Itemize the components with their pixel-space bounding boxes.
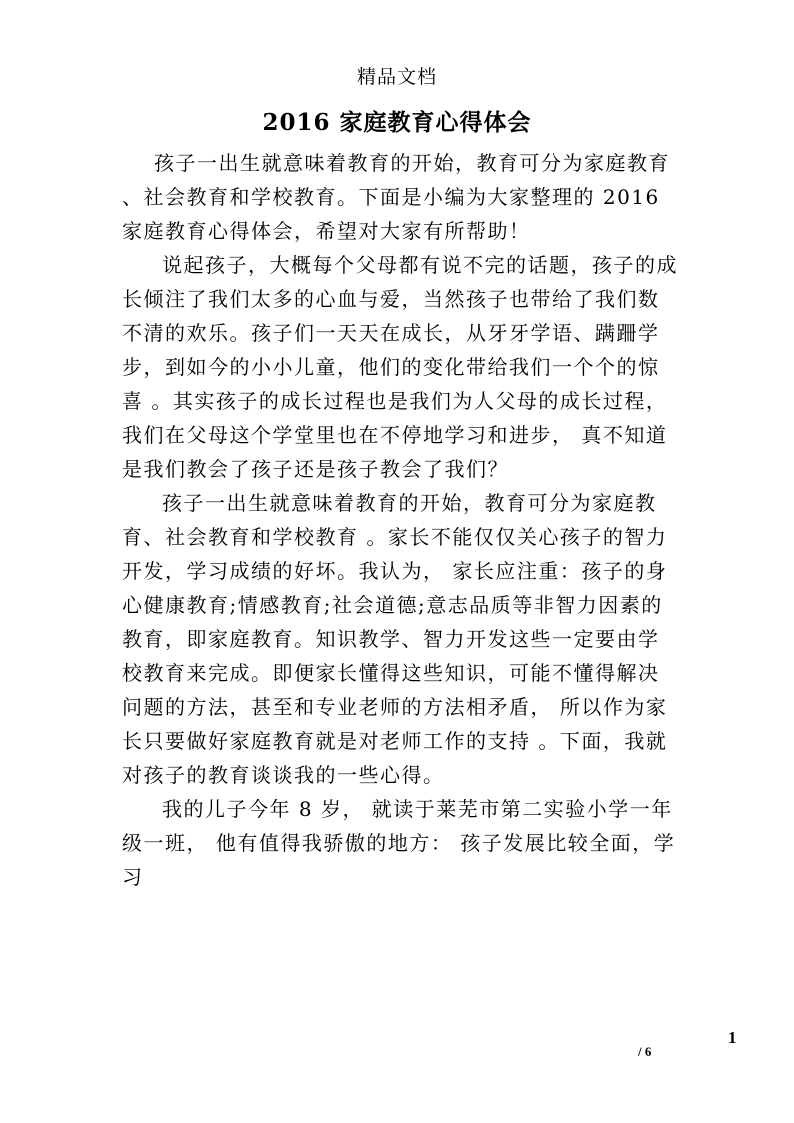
paragraph-intro: 孩子一出生就意味着教育的开始，教育可分为家庭教育 、社会教育和学校教育。下面是小编为大家整理的 2016 家庭教育心得体会，希望对大家有所帮助！ [122, 151, 670, 243]
paragraph-growth: 说起孩子，大概每个父母都有说不完的话题，孩子的成长倾注了我们太多的心血与爱，当然孩子也带给了我们数不清的欢乐。孩子们一天天在成长，从牙牙学语、蹒跚学步，到如今的小小儿童，他们的变化带给我们一个个的惊喜 。其实孩子的成长过程也是我们为人父母的成长过程，我们在父母这个学堂里也在不停地学习和进步， 真不知道是我们教会了孩子还是孩子教会了我们？ [122, 253, 678, 481]
page-number: 1 [728, 1028, 737, 1047]
paragraph-my-son: 我的儿子今年 8 岁， 就读于莱芜市第二实验小学一年级一班， 他有值得我骄傲的地方： 孩子发展比较全面，学习 [122, 797, 676, 889]
paragraph-family-education: 孩子一出生就意味着教育的开始，教育可分为家庭教育、社会教育和学校教育 。家长不能仅仅关心孩子的智力开发，学习成绩的好坏。我认为， 家长应注重：孩子的身心健康教育;情感教育;社会道德;意志品质等非智力因素的教育，即家庭教育。知识教学、智力开发这些一定要由学校教育来完成。即便家长懂得这些知识，可能不懂得解决问题的方法，甚至和专业老师的方法相矛盾， 所以作为家长只要做好家庭教育就是对老师工作的支持 。下面，我就对孩子的教育谈谈我的一些心得。 [122, 491, 668, 787]
document-header: 精品文档 [356, 66, 437, 88]
document-title: 2016 家庭教育心得体会 [262, 109, 532, 136]
page-total: / 6 [638, 1044, 652, 1059]
document-body [122, 146, 678, 894]
